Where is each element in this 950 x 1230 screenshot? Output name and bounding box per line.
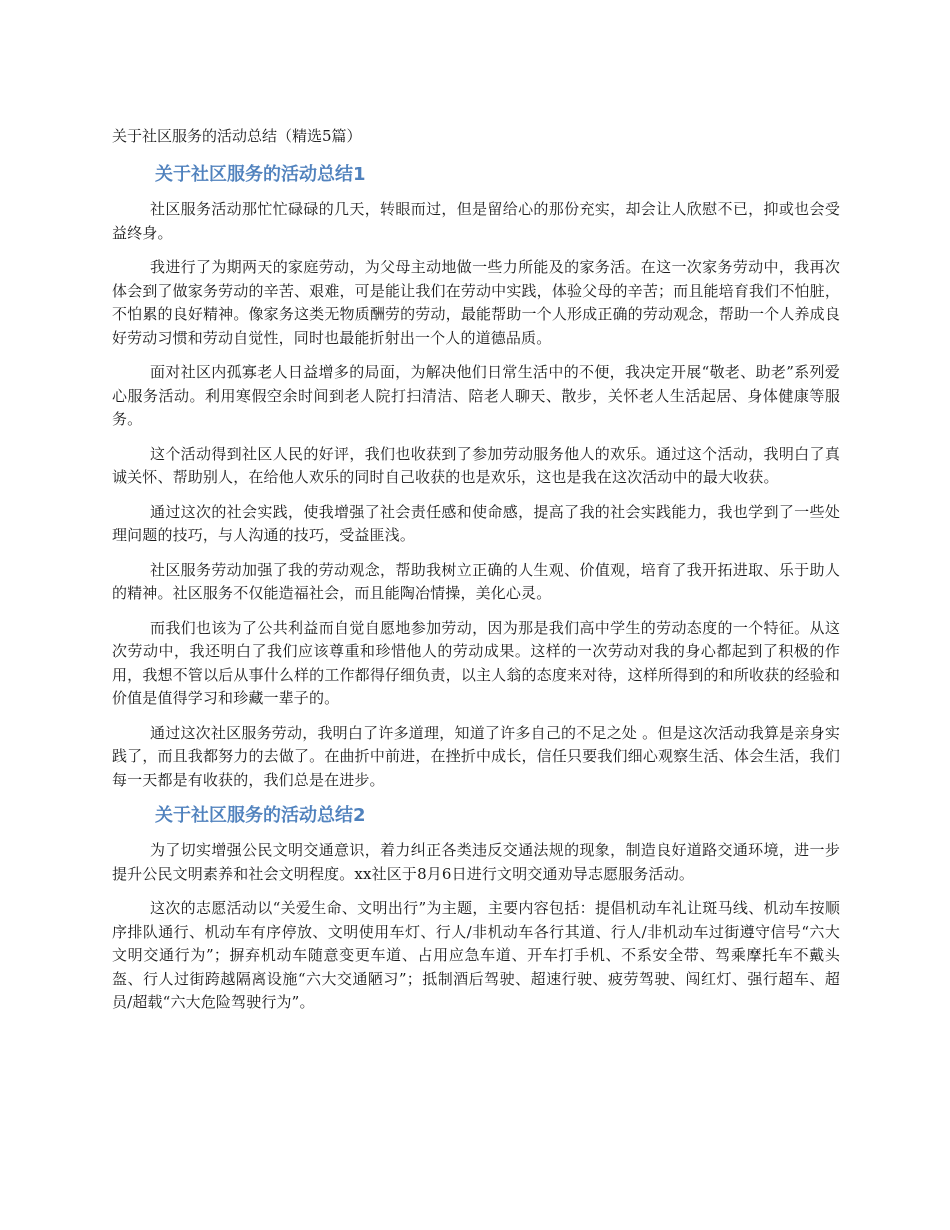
- section-2: [112, 803, 840, 1015]
- paragraph: 社区服务活动那忙忙碌碌的几天，转眼而过，但是留给心的那份充实，却会让人欣慰不已，抑或也会受益终身。: [112, 200, 840, 242]
- paragraph: 社区服务劳动加强了我的劳动观念，帮助我树立正确的人生观、价值观，培育了我开拓进取、乐于助人的精神。社区服务不仅能造福社会，而且能陶冶情操，美化心灵。: [112, 560, 840, 602]
- paragraph: 通过这次社区服务劳动，我明白了许多道理，知道了许多自己的不足之处 。但是这次活动我算是亲身实践了，而且我都努力的去做了。在曲折中前进，在挫折中成长，信任只要我们细心观察生活、体会生活，我们每一天都是有收获的，我们总是在进步。: [112, 723, 840, 789]
- document-title: 关于社区服务的活动总结（精选5篇）: [112, 127, 362, 145]
- paragraph: 而我们也该为了公共利益而自觉自愿地参加劳动，因为那是我们高中学生的劳动态度的一个特征。从这次劳动中，我还明白了我们应该尊重和珍惜他人的劳动成果。这样的一次劳动对我的身心都起到了积极的作用，我想不管以后从事什么样的工作都得仔细负责，以主人翁的态度来对待，这样所得到的和所收获的经验和价值是值得学习和珍藏一辈子的。: [112, 618, 840, 707]
- document-page: [112, 124, 840, 1026]
- section-1: [112, 162, 840, 792]
- paragraph: 为了切实增强公民文明交通意识，着力纠正各类违反交通法规的现象，制造良好道路交通环境，进一步提升公民文明素养和社会文明程度。xx社区于8月6日进行文明交通劝导志愿服务活动。: [112, 841, 840, 883]
- section-heading: 关于社区服务的活动总结2: [155, 805, 366, 826]
- paragraph: 我进行了为期两天的家庭劳动，为父母主动地做一些力所能及的家务活。在这一次家务劳动中，我再次体会到了做家务劳动的辛苦、艰难，可是能让我们在劳动中实践，体验父母的辛苦；而且能培育我们不怕脏，不怕累的良好精神。像家务这类无物质酬劳的劳动，最能帮助一个人形成正确的劳动观念，帮助一个人养成良好劳动习惯和劳动自觉性，同时也最能折射出一个人的道德品质。: [112, 258, 840, 347]
- paragraph: 这个活动得到社区人民的好评，我们也收获到了参加劳动服务他人的欢乐。通过这个活动，我明白了真诚关怀、帮助别人，在给他人欢乐的同时自己收获的也是欢乐，这也是我在这次活动中的最大收获。: [112, 444, 840, 486]
- paragraph: 通过这次的社会实践，使我增强了社会责任感和使命感，提高了我的社会实践能力，我也学到了一些处理问题的技巧，与人沟通的技巧，受益匪浅。: [112, 502, 840, 544]
- paragraph: 面对社区内孤寡老人日益增多的局面，为解决他们日常生活中的不便，我决定开展“敬老、助老”系列爱心服务活动。利用寒假空余时间到老人院打扫清洁、陪老人聊天、散步，关怀老人生活起居、身体健康等服务。: [112, 363, 840, 428]
- paragraph: 这次的志愿活动以“关爱生命、文明出行”为主题，主要内容包括：提倡机动车礼让斑马线、机动车按顺序排队通行、机动车有序停放、文明使用车灯、行人/非机动车各行其道、行人/非机动车过街遵守信号“六大文明交通行为”；摒弃机动车随意变更车道、占用应急车道、开车打手机、不系安全带、驾乘摩托车不戴头盔、行人过街跨越隔离设施“六大交通陋习”；抵制酒后驾驶、超速行驶、疲劳驾驶、闯红灯、强行超车、超员/超载“六大危险驾驶行为”。: [112, 899, 840, 1011]
- section-heading: 关于社区服务的活动总结1: [155, 164, 366, 185]
